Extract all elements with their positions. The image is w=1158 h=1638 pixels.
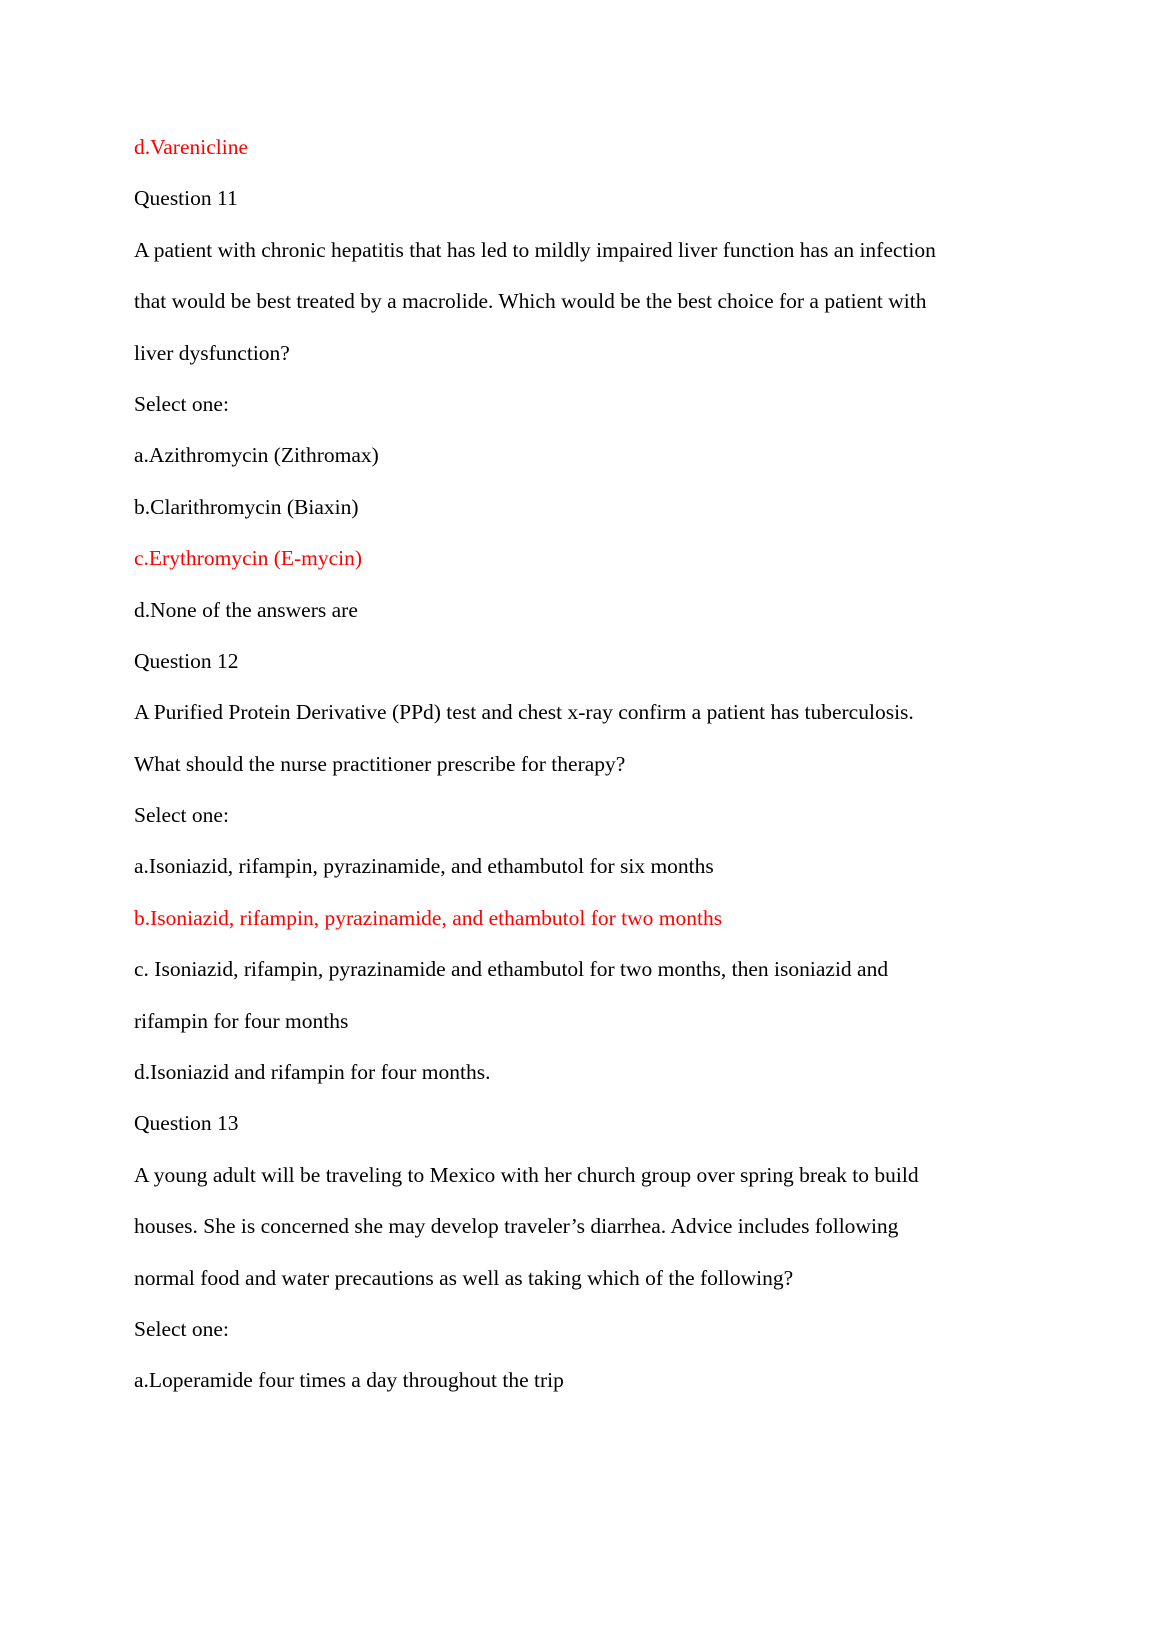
question-text: normal food and water precautions as well as taking which of the following?: [134, 1265, 794, 1290]
question-text: A young adult will be traveling to Mexico with her church group over spring break to build: [134, 1162, 919, 1187]
select-one-label: Select one:: [134, 1316, 229, 1341]
question-heading: Question 13: [134, 1111, 239, 1136]
answer-option: a.Loperamide four times a day throughout the trip: [134, 1368, 564, 1393]
answer-option: a.Isoniazid, rifampin, pyrazinamide, and ethambutol for six months: [134, 854, 714, 879]
answer-option-highlighted: d.Varenicline: [134, 135, 249, 159]
question-heading: Question 11: [134, 186, 238, 211]
select-one-label: Select one:: [134, 803, 229, 828]
question-text: houses. She is concerned she may develop traveler’s diarrhea. Advice includes following: [134, 1214, 899, 1239]
question-text: liver dysfunction?: [134, 340, 290, 365]
document-page: [134, 132, 1034, 1417]
answer-option-highlighted: c.Erythromycin (E-mycin): [134, 546, 363, 571]
answer-option: a.Azithromycin (Zithromax): [134, 443, 379, 468]
answer-option: c. Isoniazid, rifampin, pyrazinamide and ethambutol for two months, then isoniazid and: [134, 957, 889, 982]
question-text: A Purified Protein Derivative (PPd) test and chest x-ray confirm a patient has tuberculosis.: [134, 700, 914, 725]
answer-option: d.Isoniazid and rifampin for four months.: [134, 1060, 491, 1085]
answer-option-highlighted: b.Isoniazid, rifampin, pyrazinamide, and ethambutol for two months: [134, 905, 723, 930]
answer-option: b.Clarithromycin (Biaxin): [134, 494, 359, 519]
select-one-label: Select one:: [134, 391, 229, 416]
question-heading: Question 12: [134, 648, 239, 673]
answer-option: d.None of the answers are: [134, 597, 358, 622]
question-text: A patient with chronic hepatitis that has led to mildly impaired liver function has an infection: [134, 237, 936, 262]
question-text: rifampin for four months: [134, 1008, 349, 1033]
question-text: What should the nurse practitioner prescribe for therapy?: [134, 751, 626, 776]
question-text: that would be best treated by a macrolide. Which would be the best choice for a patient with: [134, 289, 927, 314]
